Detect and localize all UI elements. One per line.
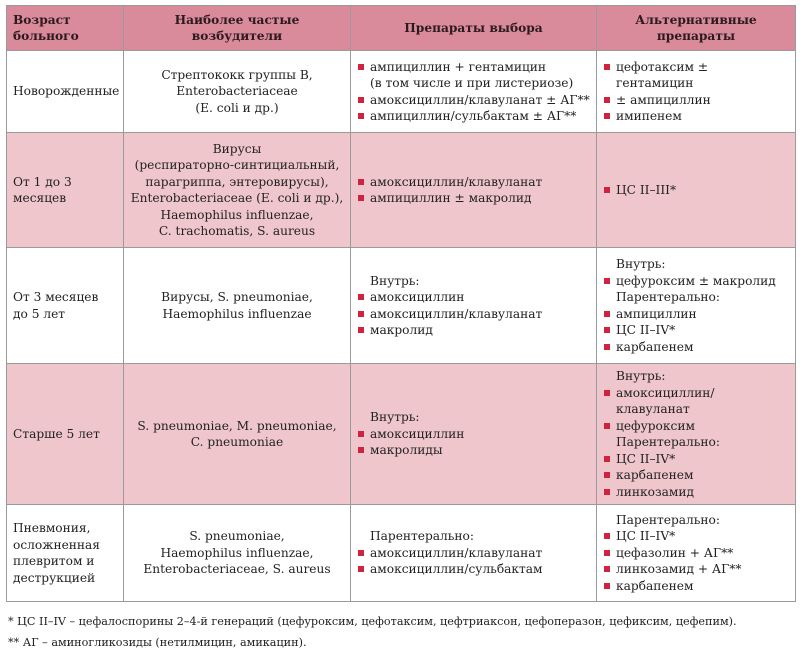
alt-item: имипенем — [603, 108, 789, 125]
choice-item: амоксициллин — [357, 426, 590, 443]
choice-item: амоксициллин/клавуланат — [357, 306, 590, 323]
choice-item: амоксициллин/клавуланат — [357, 174, 590, 191]
choice-item-continuation: (в том числе и при листериозе) — [370, 76, 574, 90]
age-cell: Пневмония, осложненная плевритом и деструкцией — [7, 505, 124, 602]
alt-item: карбапенем — [603, 578, 789, 595]
footnote-cs: * ЦС II–IV – цефалоспорины 2–4-й генераций (цефуроксим, цефотаксим, цефтриаксон, цефоперазон, цефиксим, цефепим). — [8, 615, 737, 628]
choice-route-label: Внутрь: — [370, 273, 420, 288]
pathogen-line: Вирусы — [212, 141, 262, 156]
pathogens-cell — [124, 51, 351, 133]
pathogen-line: S. pneumoniae, M. pneumoniae, — [137, 418, 337, 433]
pathogen-line: Стрептококк группы В, — [161, 67, 313, 82]
alt-item: карбапенем — [603, 467, 789, 484]
age-cell: От 1 до 3 месяцев — [7, 133, 124, 248]
alt-list — [603, 256, 789, 355]
alt-item: линкозамид — [603, 484, 789, 501]
header-alternative-drugs: Альтернативные препараты — [597, 6, 796, 51]
pathogen-line: Вирусы, S. pneumoniae, — [161, 290, 313, 304]
pathogen-line: C. pneumoniae — [190, 435, 284, 449]
alt-item: ампициллин — [603, 306, 789, 323]
table-row — [7, 505, 796, 602]
alt-route-label: Внутрь: — [616, 257, 666, 271]
pathogen-line: Enterobacteriaceae — [176, 84, 298, 99]
table-row — [7, 51, 796, 133]
alt-list — [603, 182, 789, 199]
choice-drugs-cell — [351, 133, 597, 248]
alt-item: карбапенем — [603, 339, 789, 356]
footnotes — [8, 611, 737, 653]
alt-route-label: Парентерально: — [616, 512, 720, 527]
table-row — [7, 364, 796, 505]
alt-list — [603, 512, 789, 595]
choice-item: амоксициллин — [357, 289, 590, 306]
age-cell: От 3 месяцев до 5 лет — [7, 248, 124, 364]
alt-route-label: Парентерально: — [616, 435, 720, 449]
alt-item: амоксициллин/ клавуланат — [603, 385, 789, 418]
alt-route-label: Парентерально: — [616, 290, 720, 304]
table-header-row — [7, 6, 796, 51]
choice-drugs-cell — [351, 248, 597, 364]
table-row — [7, 133, 796, 248]
choice-list — [357, 409, 590, 459]
choice-item: ампициллин + гентамицин — [357, 59, 590, 76]
pathogen-line: парагриппа, энтеровирусы), — [145, 174, 329, 189]
choice-list — [357, 59, 590, 125]
header-choice-drugs: Препараты выбора — [351, 6, 597, 51]
choice-drugs-cell — [351, 364, 597, 505]
pathogen-line: S. pneumoniae, — [189, 529, 285, 544]
footnote-ag: ** АГ – аминогликозиды (нетилмицин, амикацин). — [8, 636, 307, 649]
pathogen-line: (респираторно-синтициальный, — [134, 158, 340, 172]
alt-item: цефазолин + АГ** — [603, 545, 789, 562]
alt-item: линкозамид + АГ** — [603, 561, 789, 578]
pathogen-line: C. trachomatis, S. aureus — [158, 224, 316, 238]
choice-drugs-cell — [351, 51, 597, 133]
pathogen-line: Haemophilus influenzae — [162, 306, 312, 321]
choice-item: макролид — [357, 322, 590, 339]
age-cell: Новорожденные — [7, 51, 124, 133]
pathogen-line: Enterobacteriaceae (E. coli и др.), — [130, 191, 344, 205]
alt-route-label: Внутрь: — [616, 369, 666, 383]
alt-item: цефуроксим — [603, 418, 789, 435]
pathogens-cell — [124, 133, 351, 248]
alt-list — [603, 59, 789, 125]
alternative-drugs-cell — [597, 133, 796, 248]
choice-item: амоксициллин/клавуланат ± АГ** — [357, 92, 590, 109]
alt-list — [603, 368, 789, 500]
alternative-drugs-cell — [597, 248, 796, 364]
choice-route-label: Парентерально: — [370, 529, 474, 544]
choice-drugs-cell — [351, 505, 597, 602]
alt-item: ЦС II–IV* — [603, 528, 789, 545]
pathogen-line: Haemophilus influenzae, — [160, 545, 314, 560]
pathogens-cell — [124, 364, 351, 505]
alternative-drugs-cell — [597, 364, 796, 505]
alternative-drugs-cell — [597, 505, 796, 602]
age-cell: Старше 5 лет — [7, 364, 124, 505]
alt-item: ± ампициллин — [603, 92, 789, 109]
antibiotic-table — [6, 5, 796, 602]
choice-item: амоксициллин/сульбактам — [357, 561, 590, 578]
header-pathogens: Наиболее частые возбудители — [124, 6, 351, 51]
pathogen-line: Haemophilus influenzae, — [160, 207, 314, 222]
alt-item: ЦС II–IV* — [603, 322, 789, 339]
alt-item: цефотаксим ± гентамицин — [603, 59, 789, 92]
pathogens-cell — [124, 505, 351, 602]
table-row — [7, 248, 796, 364]
choice-list — [357, 528, 590, 578]
choice-list — [357, 273, 590, 339]
choice-list — [357, 174, 590, 207]
pathogen-line: Enterobacteriaceae, S. aureus — [143, 562, 331, 577]
choice-item: ампициллин/сульбактам ± АГ** — [357, 108, 590, 125]
alternative-drugs-cell — [597, 51, 796, 133]
pathogens-cell — [124, 248, 351, 364]
choice-route-label: Внутрь: — [370, 410, 420, 425]
choice-item: амоксициллин/клавуланат — [357, 545, 590, 562]
choice-item: макролиды — [357, 442, 590, 459]
choice-item: ампициллин ± макролид — [357, 190, 590, 207]
header-age: Возраст больного — [7, 6, 124, 51]
alt-item: ЦС II–IV* — [603, 451, 789, 468]
alt-item: цефуроксим ± макролид — [603, 273, 789, 290]
pathogen-line: (E. coli и др.) — [195, 100, 279, 115]
alt-item: ЦС II–III* — [603, 182, 789, 199]
